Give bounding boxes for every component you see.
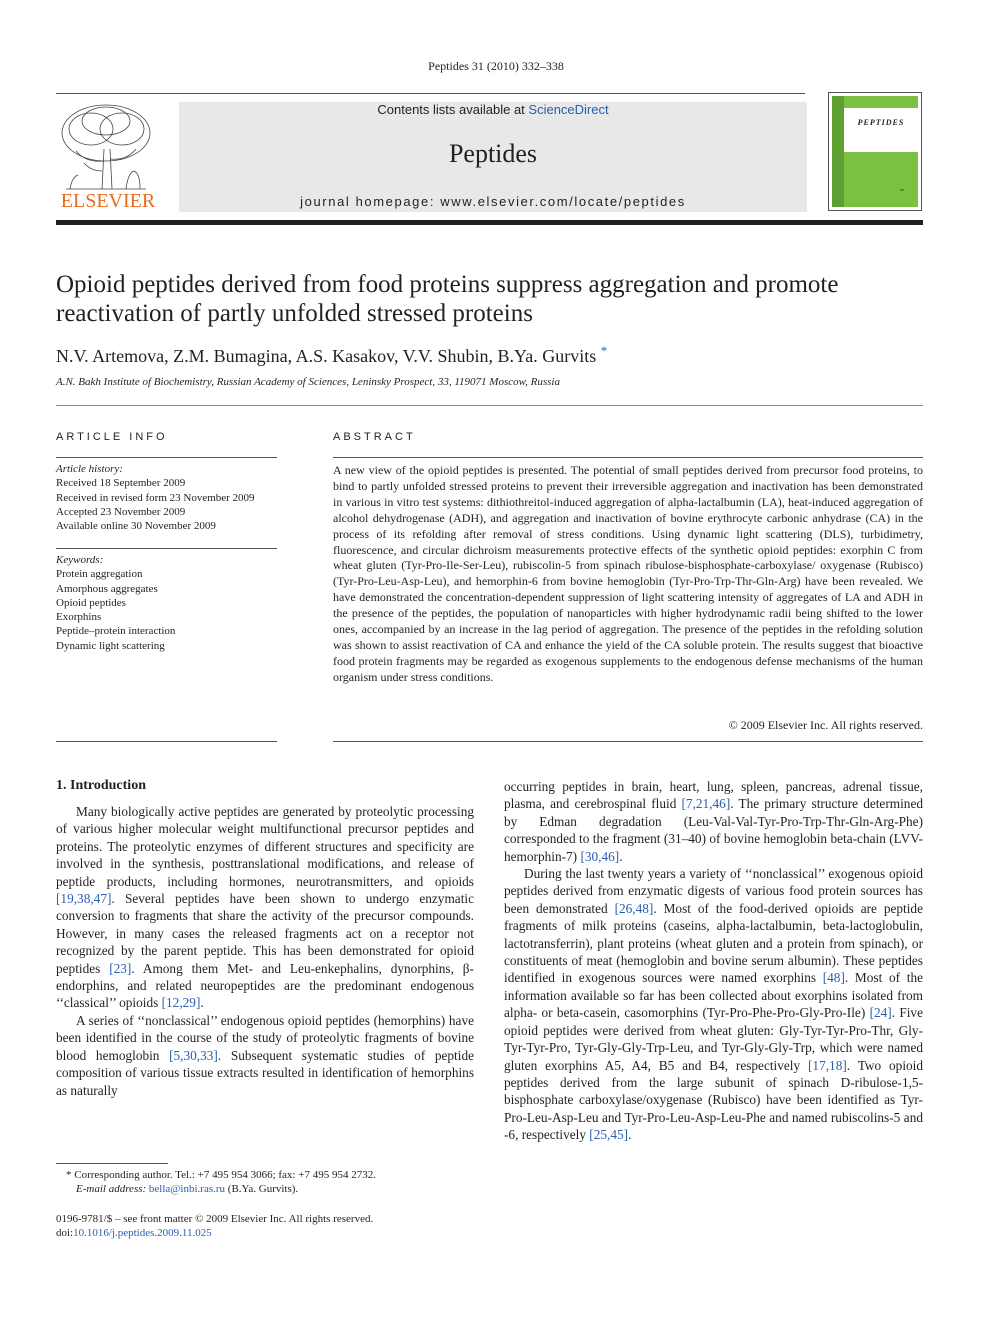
header-thick-rule <box>56 220 923 225</box>
abstract-bottom-rule <box>333 741 923 742</box>
doi-line: doi:10.1016/j.peptides.2009.11.025 <box>56 1227 212 1239</box>
elsevier-tree-icon <box>56 101 156 191</box>
email-line: E-mail address: bella@inbi.ras.ru (B.Ya. Gurvits). <box>76 1183 299 1195</box>
citation-link[interactable]: [25,45] <box>589 1127 629 1143</box>
text-run: A series of ‘‘nonclassical’’ endogenous opioid peptides (hemorphins) have been identified in the course of the study of proteolytic fragments of bovine blood hemoglobin <box>56 1012 474 1063</box>
abstract-rule <box>333 457 923 458</box>
citation-link[interactable]: [19,38,47] <box>56 891 112 907</box>
history-item: Received 18 September 2009 <box>56 477 186 490</box>
text-run: . Among them Met- and Leu-enkephalins, dynorphins, β-endorphins, and related neuropeptides are the predominant endogenous ‘‘classical’’ opioids <box>56 960 474 1011</box>
corresponding-author-mark[interactable]: * <box>600 343 608 358</box>
section-rule <box>56 405 923 406</box>
elsevier-wordmark: ELSEVIER <box>60 190 156 212</box>
keyword: Peptide–protein interaction <box>56 625 176 638</box>
paragraph <box>56 1012 474 1099</box>
article-history <box>56 462 286 533</box>
front-matter <box>56 1212 486 1240</box>
article-title: Opioid peptides derived from food proteins suppress aggregation and promote reactivation of partly unfolded stressed proteins <box>56 271 839 327</box>
cover-publisher-badge: ▪▪▪ <box>899 187 905 192</box>
citation-link[interactable]: [48] <box>822 970 845 986</box>
abstract-text: A new view of the opioid peptides is presented. The potential of small peptides derived from precursor food proteins, to bind to partly unfolded stressed proteins to prevent their irreversible aggregation and inactivation has been demonstrated in various in vitro test systems: dithiothreitol-induced aggregation of alpha-lactalbumin (LA), heat-induced aggregation of alcohol dehydrogenase (ADH), and aggregation and inactivation of bovine erythrocyte carbonic anhydrase (CA) in the process of its refolding after removal of stress conditions. Using dynamic light scattering (DLS), turbidimetry, fluorescence, and circular dichroism measurements protective effects of the synthetic opioid peptides: exorphin C from wheat gluten (Tyr-Pro-Ile-Ser-Leu), rubiscolin-5 from spinach ribulose-bisphosphate-carboxylase/ oxygenase (Rubisco) (Tyr-Pro-Leu-Asp-Leu), and hemorphin-6 from bovine hemoglobin (Tyr-Pro-Trp-Thr-Gln-Arg) have been revealed. We have demonstrated the concentration-dependent suppression of light scattering intensity of aggregates of LA and ADH in the presence of the peptides, the population of nanoparticles with higher hydrodynamic radii being shifted to the lower ones, accompanied by an increase in the lag period of aggregation. The presence of the peptides in the refolding solution was shown to assist reactivation of CA and enhance the yield of the CA soluble protein. The results suggest that bioactive food protein fragments may be regarded as exogenous supplements to the endogenous defense mechanisms of the human organism under stress conditions. <box>333 463 923 684</box>
keywords-label: Keywords: <box>56 554 104 566</box>
text-run: occurring peptides in brain, heart, lung, spleen, pancreas, adrenal tissue, plasma, and cerebrospinal fluid <box>504 779 923 812</box>
text-run: . Most of the information available so far has been collected about exorphins isolated from alpha- or beta-casein, casomorphins (Tyr-Pro-Phe-Pro-Gly-Pro-Ile) <box>504 970 924 1021</box>
paragraph <box>56 803 474 1012</box>
introduction-heading: 1. Introduction <box>56 778 146 793</box>
paragraph <box>504 865 923 1144</box>
citation-link[interactable]: [7,21,46] <box>681 796 731 812</box>
cover-image <box>832 96 918 207</box>
keyword: Opioid peptides <box>56 596 126 609</box>
affiliation: A.N. Bakh Institute of Biochemistry, Russian Academy of Sciences, Leninsky Prospect, 33, 119071 Moscow, Russia <box>56 376 560 388</box>
text-run: . The primary structure determined by Edman degradation (Leu-Val-Val-Tyr-Pro-Trp-Thr-Gln-Arg-Phe) corresponded to the fragment (31–40) of bovine hemoglobin beta-chain (LVV-hemorphin-7) <box>504 796 923 864</box>
text-run: . <box>200 995 204 1011</box>
corresponding-author-contact: * Corresponding author. Tel.: +7 495 954 3066; fax: +7 495 954 2732. <box>66 1169 376 1181</box>
sciencedirect-link[interactable]: ScienceDirect <box>528 102 609 117</box>
cover-title-box <box>844 108 918 152</box>
doi-link[interactable]: 10.1016/j.peptides.2009.11.025 <box>73 1227 212 1239</box>
keyword: Dynamic light scattering <box>56 639 165 652</box>
copyright-notice: © 2009 Elsevier Inc. All rights reserved. <box>728 718 923 732</box>
article-info-heading: ARTICLE INFO <box>56 431 168 443</box>
citation-link[interactable]: [26,48] <box>614 900 654 916</box>
citation-link[interactable]: [12,29] <box>161 995 201 1011</box>
header-top-rule <box>56 93 805 94</box>
text-run: During the last twenty years a variety of ‘‘nonclassical’’ exogenous opioid peptides derived from enzymatic digests of various food protein sources has been demonstrated <box>504 866 923 916</box>
keyword: Amorphous aggregates <box>56 582 158 595</box>
journal-banner <box>179 102 807 212</box>
text-run: . Subsequent systematic studies of peptide composition of various tissue extracts resulted in identification of hemorphins as naturally <box>56 1047 474 1098</box>
citation-link[interactable]: [5,30,33] <box>169 1047 218 1063</box>
corresponding-author-footnote <box>56 1168 486 1196</box>
journal-homepage[interactable]: journal homepage: www.elsevier.com/locate/peptides <box>300 194 686 209</box>
paragraph-continued <box>504 778 923 865</box>
body-column-left <box>56 803 474 1099</box>
text-run: Many biologically active peptides are generated by proteolytic processing of various higher molecular weight multifunctional precursor peptides and proteins. The proteolytic enzymes of different structures and specificity are involved in the synthesis, posttranslational modifications, and release of peptide products, including hormones, neurotransmitters, and opioids <box>56 804 474 889</box>
text-run: . Two opioid peptides derived from the large subunit of spinach D-ribulose-1,5-bisphosphate carboxylase/oxygenase (Rubisco) have been identified as Tyr-Pro-Leu-Asp-Leu and Tyr-Pro-Leu-Asp-Leu-Phe and named rubiscolins-5 and -6, respectively <box>504 1057 924 1143</box>
email-link[interactable]: bella@inbi.ras.ru <box>148 1183 226 1195</box>
citation-link[interactable]: [24] <box>869 1005 892 1021</box>
text-run: . Five opioid peptides were derived from wheat gluten: Gly-Tyr-Tyr-Pro-Thr, Gly-Tyr-Tyr-Pro, Tyr-Gly-Gly-Trp-Leu, and Tyr-Gly-Gly-Trp, which were named gluten exorphins A5, A4, B5 and B4, respectively <box>504 1005 923 1073</box>
text-run: . <box>619 848 623 864</box>
text-run: . Most of the food-derived opioids are peptide fragments of milk proteins (caseins, alpha-lactalbumin, beta-lactoglobulin, lactotransferrin), plant proteins (wheat gluten and a protein from spinach), or constituents of meat (hemoglobin and bovine serum albumin). These peptides identified in exogenous sources were named exorphins <box>504 900 923 986</box>
journal-name: Peptides <box>448 139 538 168</box>
journal-citation: Peptides 31 (2010) 332–338 <box>428 59 564 73</box>
citation-link[interactable]: [30,46] <box>580 848 620 864</box>
citation-link[interactable]: [17,18] <box>808 1057 847 1073</box>
keyword: Protein aggregation <box>56 568 143 581</box>
cover-title: PEPTIDES <box>857 118 905 127</box>
footnote-rule <box>56 1163 168 1164</box>
author-list: N.V. Artemova, Z.M. Bumagina, A.S. Kasakov, V.V. Shubin, B.Ya. Gurvits * <box>56 343 608 366</box>
article-info-rule <box>56 457 277 458</box>
journal-cover[interactable] <box>828 92 922 211</box>
cover-strip <box>832 96 844 207</box>
contents-line: Contents lists available at ScienceDirect <box>377 102 609 117</box>
keywords-rule <box>56 548 277 549</box>
issn-line: 0196-9781/$ – see front matter © 2009 Elsevier Inc. All rights reserved. <box>56 1213 374 1225</box>
citation-link[interactable]: [23] <box>109 960 132 976</box>
history-label: Article history: <box>56 463 123 475</box>
history-item: Available online 30 November 2009 <box>56 520 216 533</box>
history-item: Received in revised form 23 November 2009 <box>56 491 255 504</box>
article-info-bottom-rule <box>56 741 277 742</box>
text-run: . <box>628 1127 632 1143</box>
keywords <box>56 553 286 653</box>
text-run: . Several peptides have been shown to undergo enzymatic conversion to fragments that share the activity of the precursor compounds. However, in many cases the released fragments act on a receptor not recognized by the parent peptide. This has been demonstrated for opioid peptides <box>56 891 474 976</box>
elsevier-logo[interactable] <box>56 101 160 213</box>
keyword: Exorphins <box>56 611 102 624</box>
abstract-heading: ABSTRACT <box>333 431 416 443</box>
history-item: Accepted 23 November 2009 <box>56 505 186 518</box>
body-column-right <box>504 778 923 1144</box>
